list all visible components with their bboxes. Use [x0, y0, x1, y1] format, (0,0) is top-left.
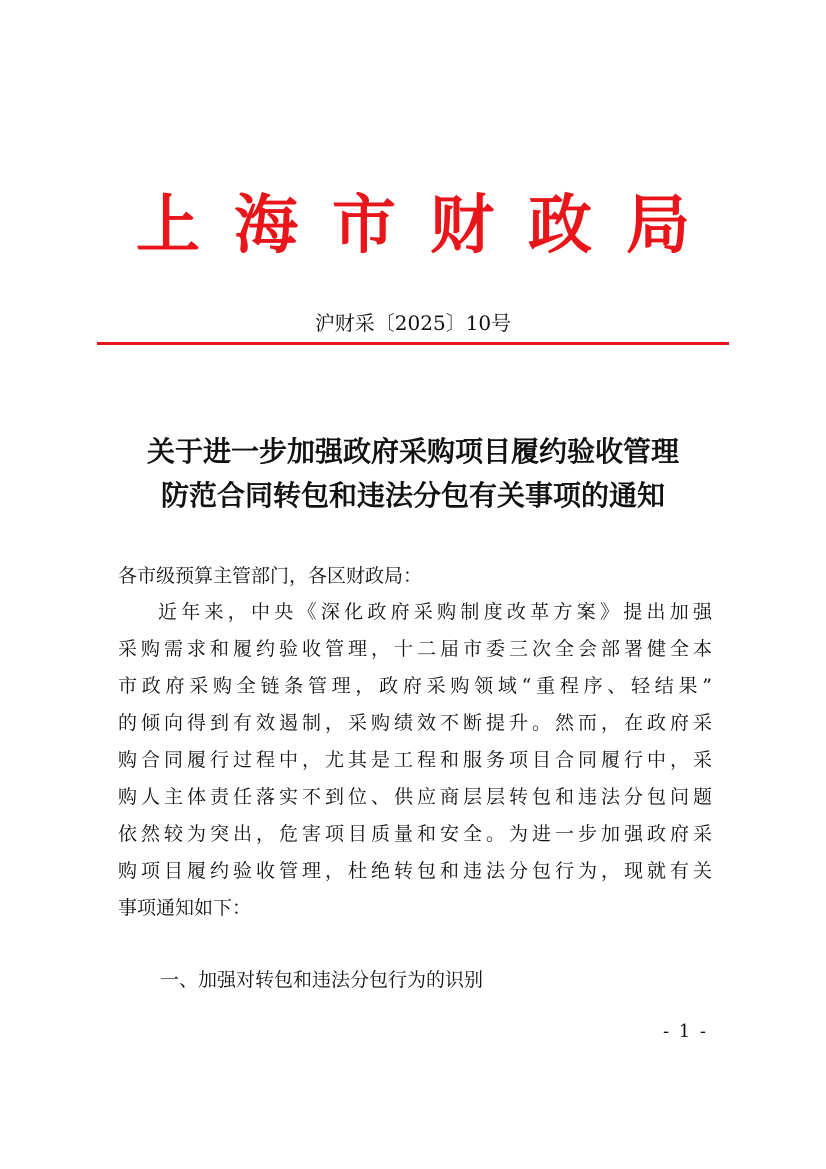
body-line: 市政府采购全链条管理，政府采购领域“重程序、轻结果”	[118, 675, 712, 697]
title-line-2: 防范合同转包和违法分包有关事项的通知	[160, 479, 665, 512]
body-line: 近年来，中央《深化政府采购制度改革方案》提出加强	[158, 601, 712, 623]
issuer-name: 上海市财政局	[136, 188, 724, 263]
red-divider	[97, 342, 729, 345]
title-line-1: 关于进一步加强政府采购项目履约验收管理	[146, 435, 679, 468]
body-line: 依然较为突出，危害项目质量和安全。为进一步加强政府采	[118, 823, 712, 845]
body-line: 的倾向得到有效遏制，采购绩效不断提升。然而，在政府采	[118, 712, 712, 734]
body-line: 购合同履行过程中，尤其是工程和服务项目合同履行中，采	[118, 749, 712, 771]
body-paragraph	[118, 594, 712, 927]
document-title	[97, 430, 729, 518]
salutation: 各市级预算主管部门，各区财政局：	[118, 565, 423, 587]
body-line: 购人主体责任落实不到位、供应商层层转包和违法分包问题	[118, 786, 712, 808]
section-heading: 一、加强对转包和违法分包行为的识别	[160, 969, 484, 991]
page-number: - 1 -	[662, 1021, 708, 1042]
body-line: 购项目履约验收管理，杜绝转包和违法分包行为，现就有关	[118, 860, 712, 882]
body-line: 采购需求和履约验收管理，十二届市委三次全会部署健全本	[118, 638, 712, 660]
document-number: 沪财采〔2025〕10号	[314, 311, 512, 335]
body-line: 事项通知如下：	[118, 897, 252, 919]
